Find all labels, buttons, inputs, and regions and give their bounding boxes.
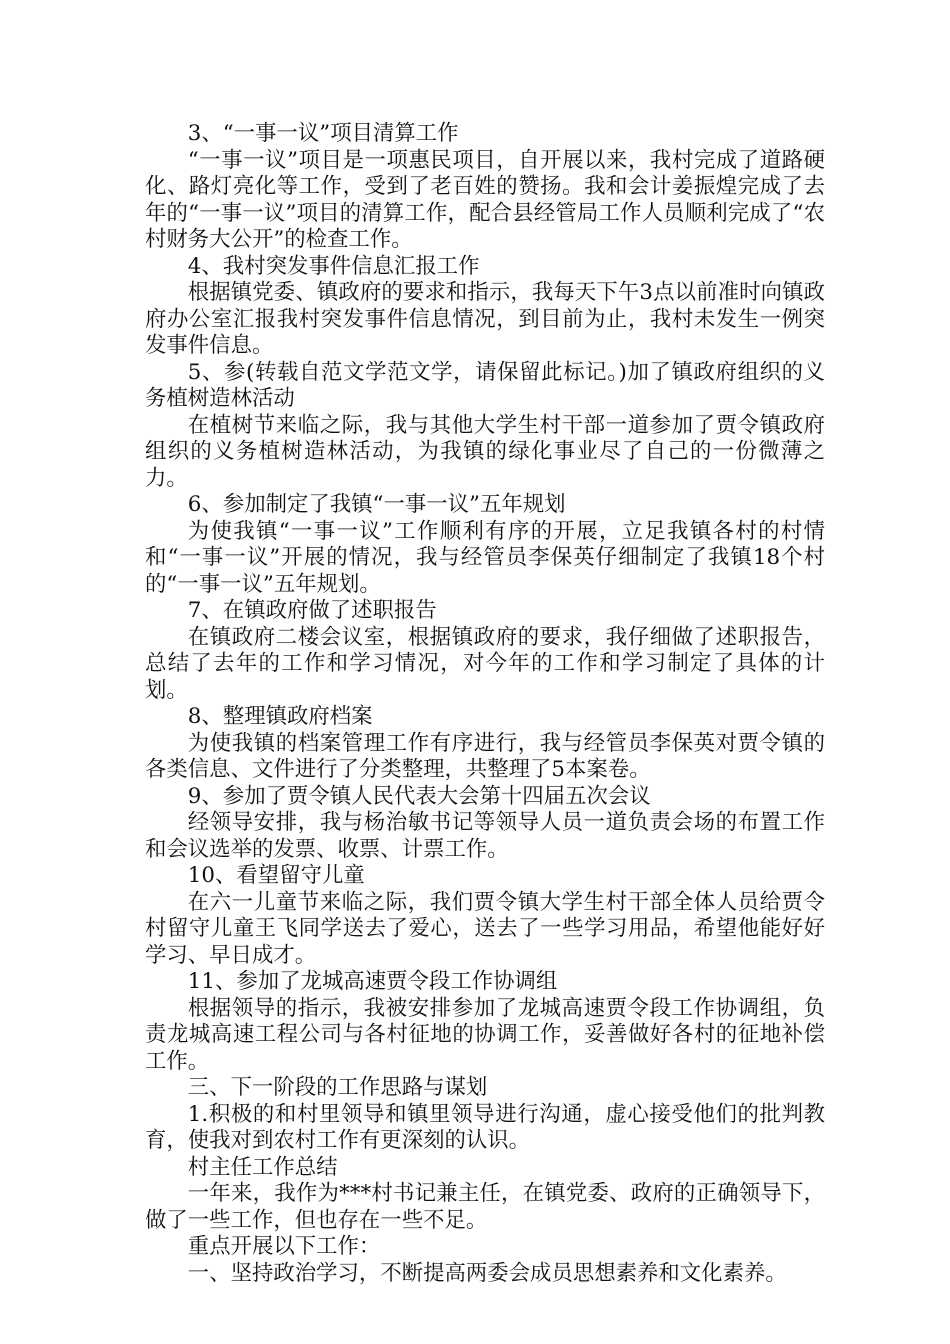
section-heading-tree-planting: 5、参(转载自范文学范文学，请保留此标记。)加了镇政府组织的义务植树造林活动 [145,359,825,411]
doc-title-village-director-summary: 村主任工作总结 [187,1154,338,1180]
section-heading-highway-coordination: 11、参加了龙城高速贾令段工作协调组 [187,969,558,994]
section-heading-key-work: 重点开展以下工作： [187,1234,381,1259]
paragraph-project-settlement: “一事一议”项目是一项惠民项目，自开展以来，我村完成了道路硬化、路灯亮化等工作，受到了老百姓的赞扬。我和会计姜振煌完成了去年的“一事一议”项目的清算工作，配合县经管局工作人员顺利完成了“农村财务大公开”的检查工作。 [145,147,825,252]
section-heading-project-settlement: 3、“一事一议”项目清算工作 [187,121,459,146]
section-heading-five-year-plan: 6、参加制定了我镇“一事一议”五年规划 [187,492,566,517]
section-heading-next-stage: 三、下一阶段的工作思路与谋划 [187,1075,488,1100]
section-heading-left-behind-children: 10、看望留守儿童 [187,863,365,888]
section-heading-archives: 8、整理镇政府档案 [187,704,373,729]
paragraph-tree-planting: 在植树节来临之际，我与其他大学生村干部一道参加了贾令镇政府组织的义务植树造林活动，为我镇的绿化事业尽了自己的一份微薄之力。 [145,412,825,491]
paragraph-archives: 为使我镇的档案管理工作有序进行，我与经管员李保英对贾令镇的各类信息、文件进行了分类整理，共整理了5本案卷。 [145,730,825,782]
paragraph-left-behind-children: 在六一儿童节来临之际，我们贾令镇大学生村干部全体人员给贾令村留守儿童王飞同学送去了爱心，送去了一些学习用品，希望他能好好学习、早日成才。 [145,889,825,968]
paragraph-highway-coordination: 根据领导的指示，我被安排参加了龙城高速贾令段工作协调组，负责龙城高速工程公司与各村征地的协调工作，妥善做好各村的征地补偿工作。 [145,995,825,1074]
document-page [145,121,825,1287]
paragraph-five-year-plan: 为使我镇“一事一议”工作顺利有序的开展，立足我镇各村的村情和“一事一议”开展的情况，我与经管员李保英仔细制定了我镇18个村的“一事一议”五年规划。 [145,518,825,597]
paragraph-emergency-report: 根据镇党委、镇政府的要求和指示，我每天下午3点以前准时向镇政府办公室汇报我村突发事件信息情况，到目前为止，我村未发生一例突发事件信息。 [145,280,825,358]
paragraph-political-study: 一、坚持政治学习，不断提高两委会成员思想素养和文化素养。 [187,1260,787,1286]
section-heading-emergency-report: 4、我村突发事件信息汇报工作 [187,253,480,279]
section-heading-congress: 9、参加了贾令镇人民代表大会第十四届五次会议 [187,783,651,809]
paragraph-summary-intro: 一年来，我作为***村书记兼主任，在镇党委、政府的正确领导下，做了一些工作，但也存在一些不足。 [145,1181,825,1233]
paragraph-congress: 经领导安排，我与杨治敏书记等领导人员一道负责会场的布置工作和会议选举的发票、收票、计票工作。 [145,810,825,862]
paragraph-work-report: 在镇政府二楼会议室，根据镇政府的要求，我仔细做了述职报告，总结了去年的工作和学习情况，对今年的工作和学习制定了具体的计划。 [145,624,825,703]
section-heading-work-report: 7、在镇政府做了述职报告 [187,598,437,623]
paragraph-next-stage: 1.积极的和村里领导和镇里领导进行沟通，虚心接受他们的批判教育，使我对到农村工作有更深刻的认识。 [145,1101,825,1153]
